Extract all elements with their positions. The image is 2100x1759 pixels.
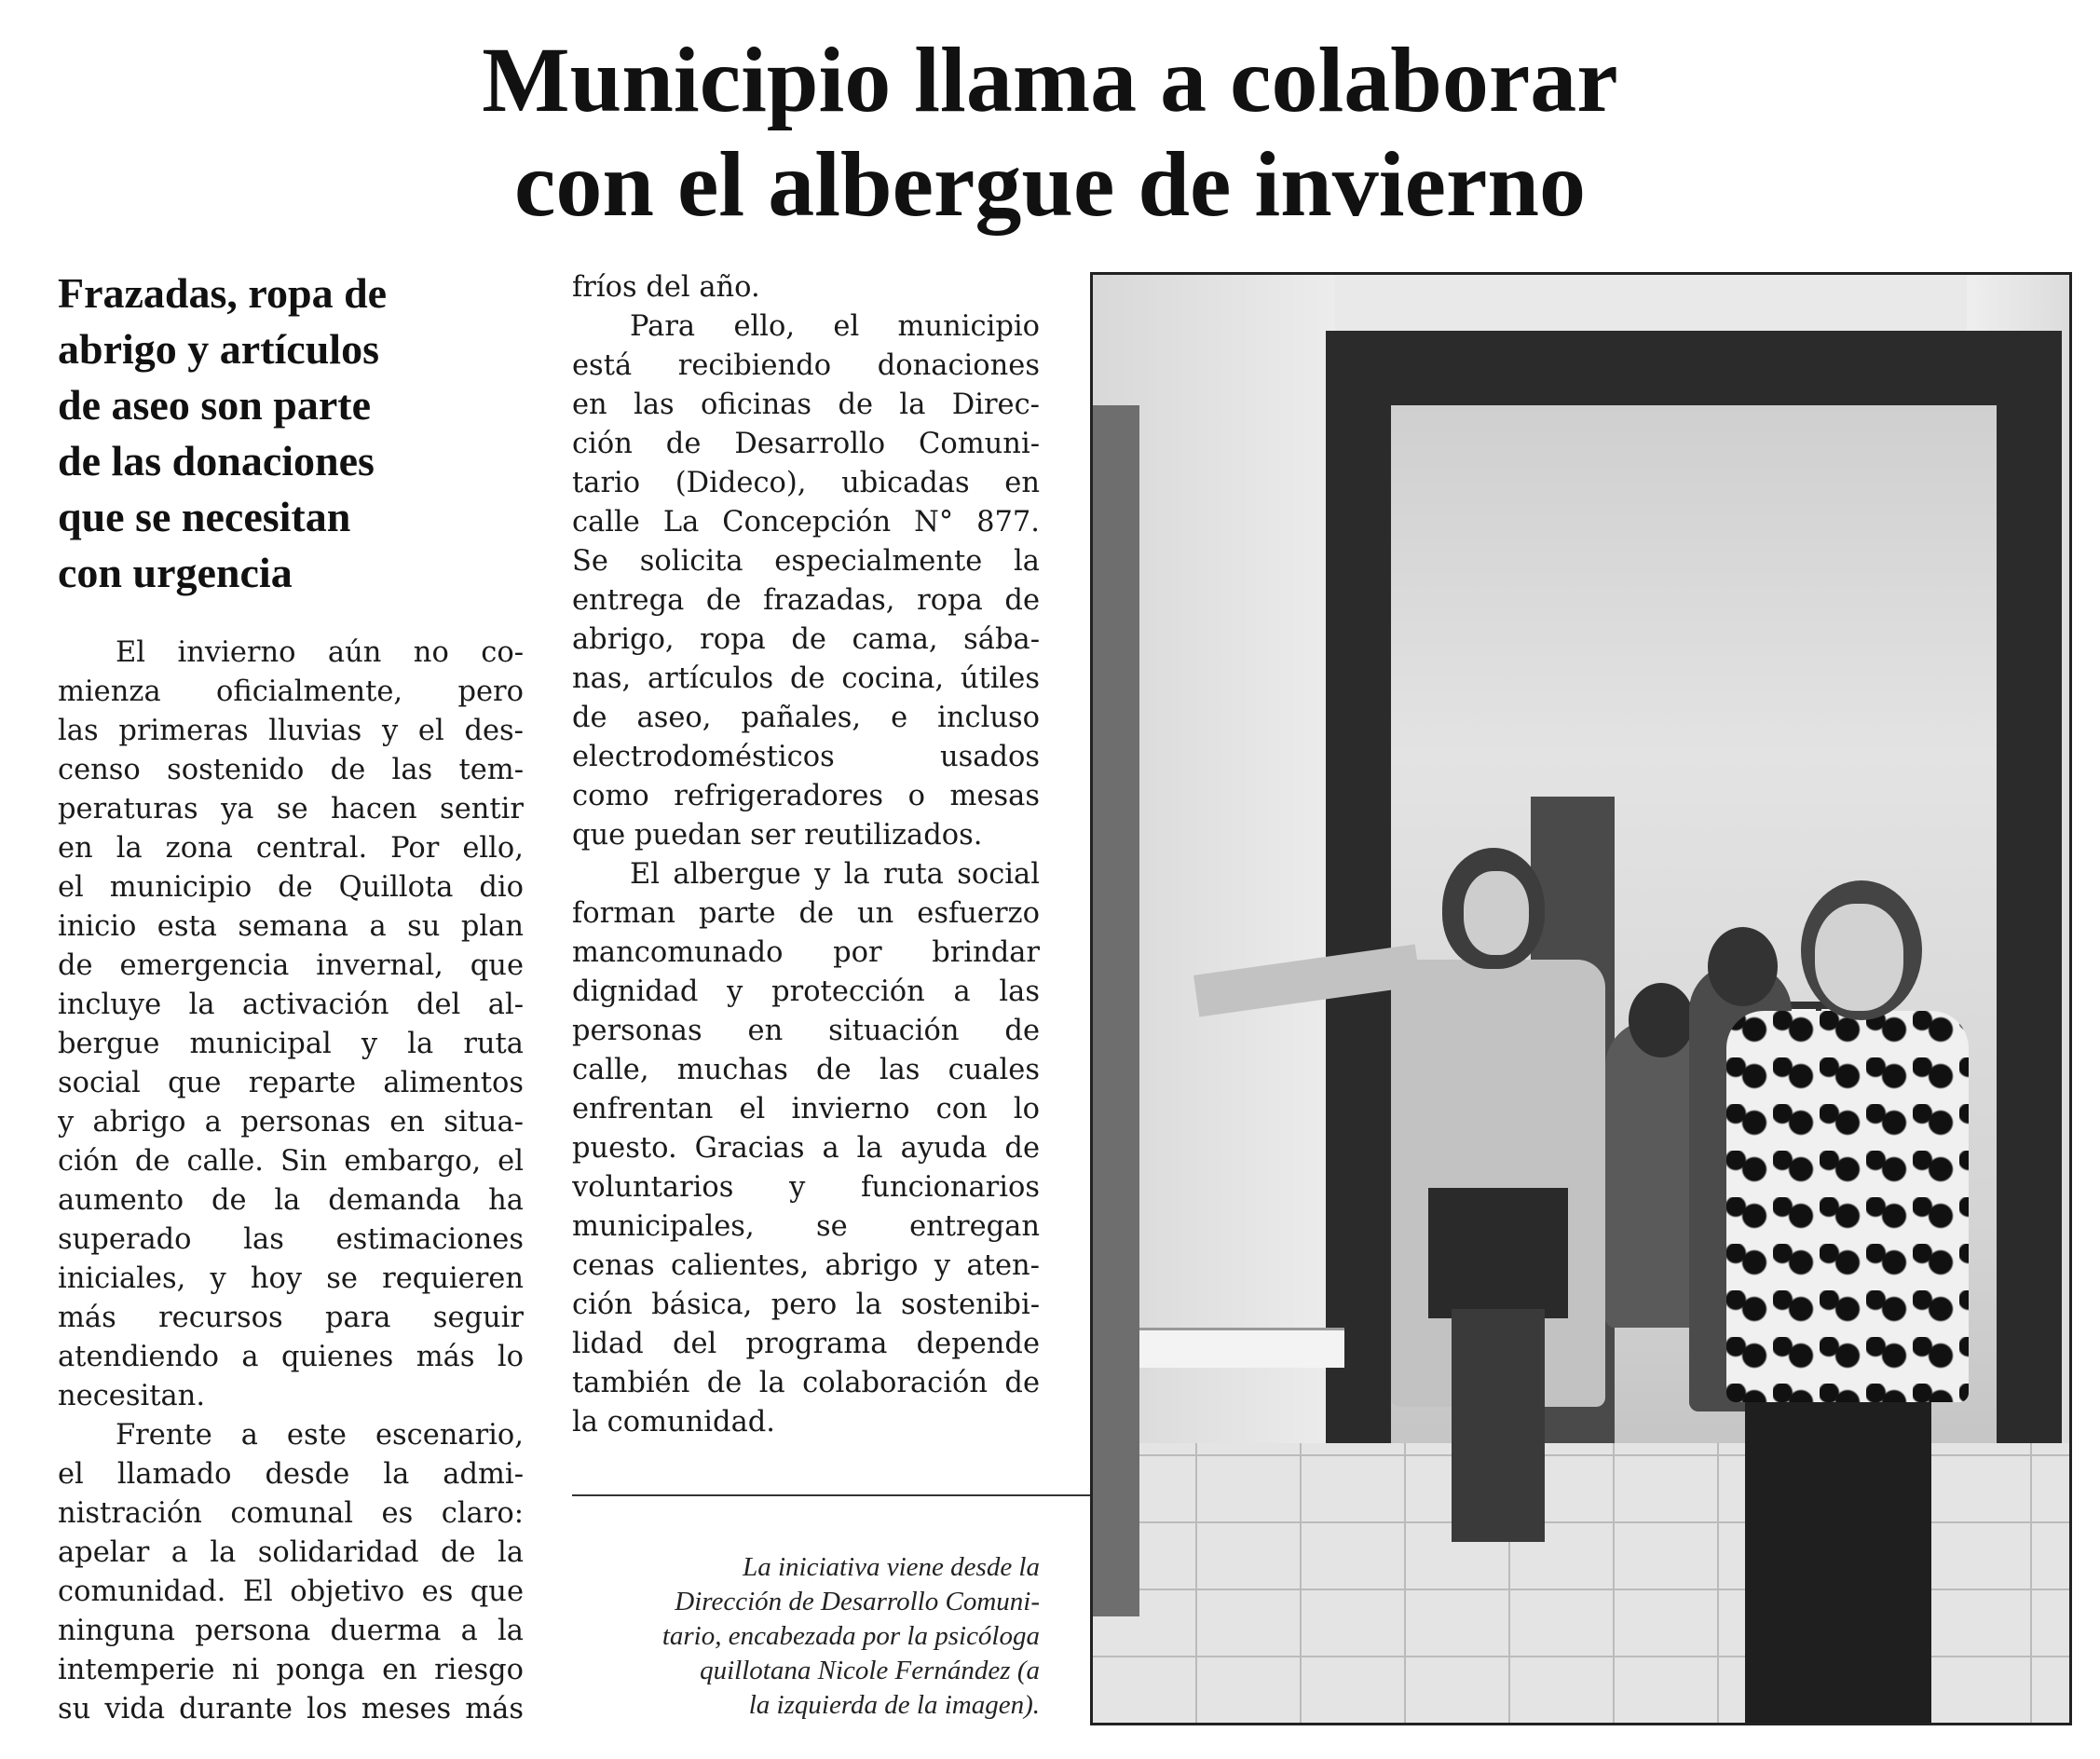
- body-line: bergue municipal y la ruta: [58, 1028, 524, 1060]
- body-line: calle, muchas de las cuales: [572, 1054, 1040, 1086]
- body-line: como refrigeradores o mesas: [572, 780, 1040, 812]
- body-line: censo sostenido de las tem-: [58, 754, 524, 786]
- body-line: aumento de la demanda ha: [58, 1184, 524, 1217]
- caption-line: quillotana Nicole Fernández (a: [700, 1656, 1040, 1685]
- body-line: ción básica, pero la sostenibi-: [572, 1289, 1040, 1321]
- deck-line: de aseo son parte: [58, 381, 372, 429]
- body-line: fríos del año.: [572, 271, 760, 304]
- body-column-1: [58, 634, 524, 1729]
- body-line: mienza oficialmente, pero: [58, 675, 524, 708]
- deck-line: abrigo y artículos: [58, 325, 379, 373]
- body-line: la comunidad.: [572, 1406, 775, 1439]
- body-line: también de la colaboración de: [572, 1367, 1040, 1399]
- body-line: de emergencia invernal, que: [58, 949, 524, 982]
- body-line: puesto. Gracias a la ayuda de: [572, 1132, 1040, 1165]
- body-line: social que reparte alimentos: [58, 1067, 524, 1099]
- subheadline-deck: [58, 266, 449, 601]
- photo-child-head: [1629, 983, 1694, 1057]
- article-photo: [1090, 272, 2072, 1725]
- photo-woman-right-legs: [1745, 1393, 1931, 1725]
- body-line: el llamado desde la admi-: [58, 1458, 524, 1491]
- body-line: que puedan ser reutilizados.: [572, 819, 983, 852]
- photo-woman-face: [1464, 871, 1529, 955]
- caption-line: tario, encabezada por la psicóloga: [661, 1621, 1040, 1651]
- body-line: nistración comunal es claro:: [58, 1497, 524, 1530]
- body-line: calle La Concepción N° 877.: [572, 506, 1040, 539]
- body-line: Se solicita especialmente la: [572, 545, 1040, 578]
- body-line: Para ello, el municipio: [630, 310, 1040, 343]
- body-line: abrigo, ropa de cama, sába-: [572, 623, 1040, 656]
- body-line: ción de Desarrollo Comuni-: [572, 428, 1040, 460]
- body-line: en las oficinas de la Direc-: [572, 389, 1040, 421]
- body-line: las primeras lluvias y el des-: [58, 715, 524, 747]
- caption-line: Dirección de Desarrollo Comuni-: [675, 1587, 1040, 1616]
- body-line: está recibiendo donaciones: [572, 349, 1040, 382]
- body-line: peraturas ya se hacen sentir: [58, 793, 524, 825]
- body-line: comunidad. El objetivo es que: [58, 1575, 524, 1608]
- body-line: inicio esta semana a su plan: [58, 910, 524, 943]
- body-line: y abrigo a personas en situa-: [58, 1106, 524, 1139]
- body-line: Frente a este escenario,: [116, 1419, 524, 1452]
- deck-line: Frazadas, ropa de: [58, 269, 388, 317]
- body-line: electrodomésticos usados: [572, 741, 1040, 773]
- body-line: tario (Dideco), ubicadas en: [572, 467, 1040, 499]
- headline: [0, 28, 2100, 237]
- body-line: en la zona central. Por ello,: [58, 832, 524, 865]
- caption-line: la izquierda de la imagen).: [748, 1690, 1040, 1720]
- photo-woman-legs: [1452, 1309, 1545, 1542]
- body-line: lidad del programa depende: [572, 1328, 1040, 1360]
- body-line: nas, artículos de cocina, útiles: [572, 662, 1040, 695]
- body-line: ninguna persona duerma a la: [58, 1615, 524, 1647]
- deck-line: que se necesitan: [58, 493, 351, 540]
- deck-line: de las donaciones: [58, 437, 375, 484]
- body-line: voluntarios y funcionarios: [572, 1171, 1040, 1204]
- body-line: El albergue y la ruta social: [630, 858, 1040, 891]
- body-line: El invierno aún no co-: [116, 636, 524, 669]
- body-line: ción de calle. Sin embargo, el: [58, 1145, 524, 1178]
- body-line: superado las estimaciones: [58, 1223, 524, 1256]
- photo-woman-skirt: [1428, 1188, 1568, 1318]
- photo-woman-right-animal-print-top: [1726, 1011, 1969, 1402]
- photo-person-edge: [1093, 405, 1139, 1616]
- headline-line-2: con el albergue de invierno: [514, 132, 1586, 236]
- body-line: necesitan.: [58, 1380, 206, 1412]
- body-line: forman parte de un esfuerzo: [572, 897, 1040, 930]
- body-line: intemperie ni ponga en riesgo: [58, 1654, 524, 1686]
- body-line: atendiendo a quienes más lo: [58, 1341, 524, 1373]
- body-line: más recursos para seguir: [58, 1302, 524, 1334]
- body-line: cenas calientes, abrigo y aten-: [572, 1249, 1040, 1282]
- body-line: incluye la activación del al-: [58, 989, 524, 1021]
- deck-line: con urgencia: [58, 549, 293, 596]
- photo-caption: [572, 1550, 1040, 1723]
- body-column-2: [572, 268, 1040, 1442]
- body-line: dignidad y protección a las: [572, 975, 1040, 1008]
- body-line: personas en situación de: [572, 1015, 1040, 1047]
- body-line: su vida durante los meses más: [58, 1693, 524, 1725]
- body-line: iniciales, y hoy se requieren: [58, 1262, 524, 1295]
- body-line: entrega de frazadas, ropa de: [572, 584, 1040, 617]
- caption-divider-rule: [572, 1494, 1090, 1496]
- photo-woman-right-face: [1815, 904, 1903, 1011]
- body-line: el municipio de Quillota dio: [58, 871, 524, 904]
- caption-line: La iniciativa viene desde la: [743, 1552, 1040, 1582]
- body-line: municipales, se entregan: [572, 1210, 1040, 1243]
- body-line: apelar a la solidaridad de la: [58, 1536, 524, 1569]
- headline-line-1: Municipio llama a colaborar: [482, 28, 1618, 131]
- photo-person-background-head: [1708, 927, 1778, 1006]
- body-line: enfrentan el invierno con lo: [572, 1093, 1040, 1125]
- body-line: de aseo, pañales, e incluso: [572, 702, 1040, 734]
- body-line: mancomunado por brindar: [572, 936, 1040, 969]
